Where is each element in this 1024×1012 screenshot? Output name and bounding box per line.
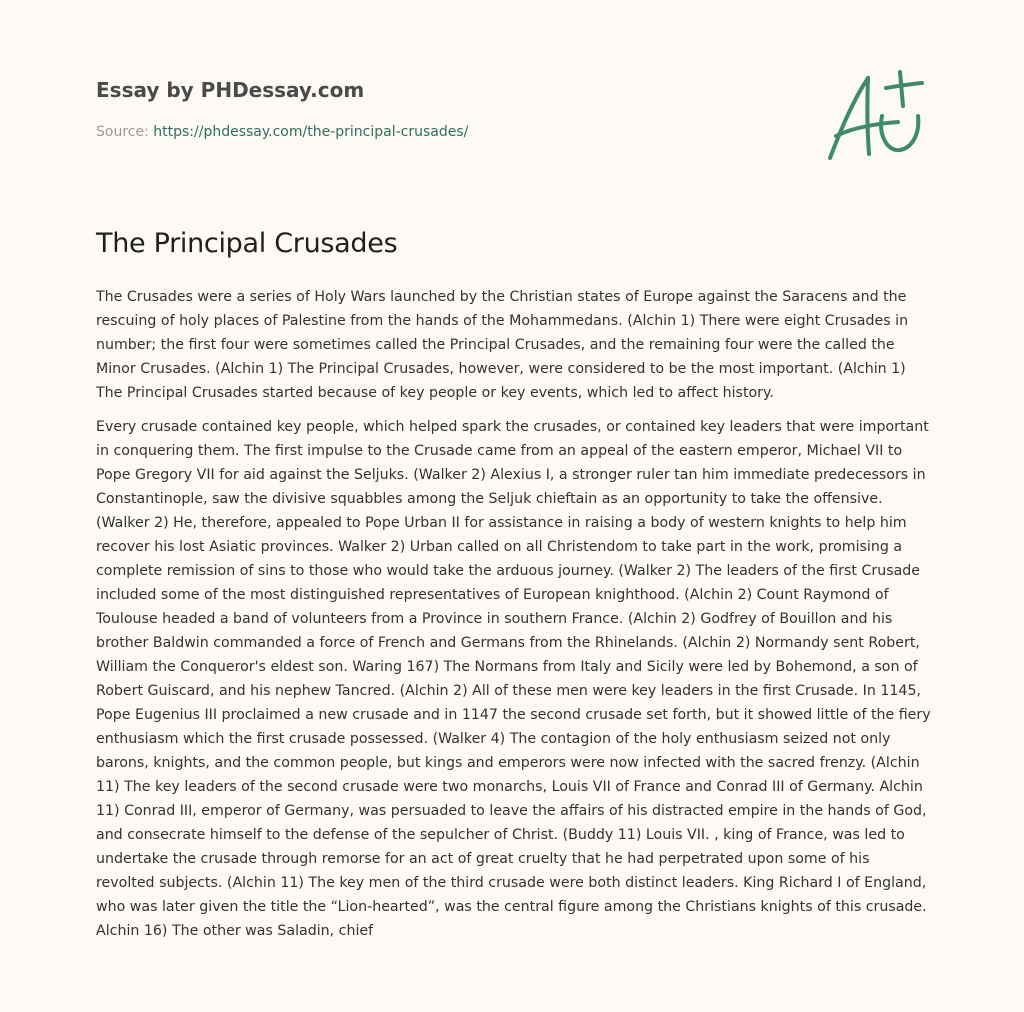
document-header bbox=[96, 76, 796, 142]
paragraph: The Crusades were a series of Holy Wars launched by the Christian states of Europe against the Saracens and the rescuing of holy places of Palestine from the hands of the Mohammedans. (Alchin 1) There were eight Crusades in number; the first four were sometimes called the Principal Crusades, and the remaining four were the called the Minor Crusades. (Alchin 1) The Principal Crusades, however, were considered to be the most important. (Alchin 1) The Principal Crusades started because of key people or key events, which led to affect history. bbox=[96, 289, 909, 401]
source-link[interactable]: https://phdessay.com/the-principal-crusades/ bbox=[153, 124, 469, 140]
source-label: Source: bbox=[96, 124, 154, 140]
page-title: The Principal Crusades bbox=[96, 228, 398, 259]
a-plus-icon bbox=[822, 66, 932, 166]
paragraph: Every crusade contained key people, which helped spark the crusades, or contained key leaders that were important in conquering them. The first impulse to the Crusade came from an appeal of the eastern emperor, Michael VII to Pope Gregory VII for aid against the Seljuks. (Walker 2) Alexius I, a stronger ruler tan him immediate predecessors in Constantinople, saw the divisive squabbles among the Seljuk chieftain as an opportunity to take the offensive. (Walker 2) He, therefore, appealed to Pope Urban II for assistance in raising a body of western knights to help him recover his lost Asiatic provinces. Walker 2) Urban called on all Christendom to take part in the work, promising a complete remission of sins to those who would take the arduous journey. (Walker 2) The leaders of the first Crusade included some of the most distinguished representatives of European knighthood. (Alchin 2) Count Raymond of Toulouse headed a band of volunteers from a Province in southern France. (Alchin 2) Godfrey of Bouillon and his brother Baldwin commanded a force of French and Germans from the Rhinelands. (Alchin 2) Normandy sent Robert, William the Conqueror's eldest son. Waring 167) The Normans from Italy and Sicily were led by Bohemond, a son of Robert Guiscard, and his nephew Tancred. (Alchin 2) All of these men were key leaders in the first Crusade. In 1145, Pope Eugenius III proclaimed a new crusade and in 1147 the second crusade set forth, but it showed little of the fiery enthusiasm which the first crusade possessed. (Walker 4) The contagion of the holy enthusiasm seized not only barons, knights, and the common people, but kings and emperors were now infected with the sacred frenzy. (Alchin 11) The key leaders of the second crusade were two monarchs, Louis VII of France and Conrad III of Germany. Alchin 11) Conrad III, emperor of Germany, was persuaded to leave the affairs of his distracted empire in the hands of God, and consecrate himself to the defense of the sepulcher of Christ. (Buddy 11) Louis VII. , king of France, was led to undertake the crusade through remorse for an act of great cruelty that he had perpetrated upon some of his revolted subjects. (Alchin 11) The key men of the third crusade were both distinct leaders. King Richard I of England, who was later given the title the “Lion-hearted”, was the central figure among the Christians knights of this crusade. Alchin 16) The other was Saladin, chief bbox=[96, 419, 931, 939]
brand-title: Essay by PHDessay.com bbox=[96, 78, 365, 102]
source-line bbox=[96, 122, 796, 142]
article-body bbox=[96, 285, 932, 953]
